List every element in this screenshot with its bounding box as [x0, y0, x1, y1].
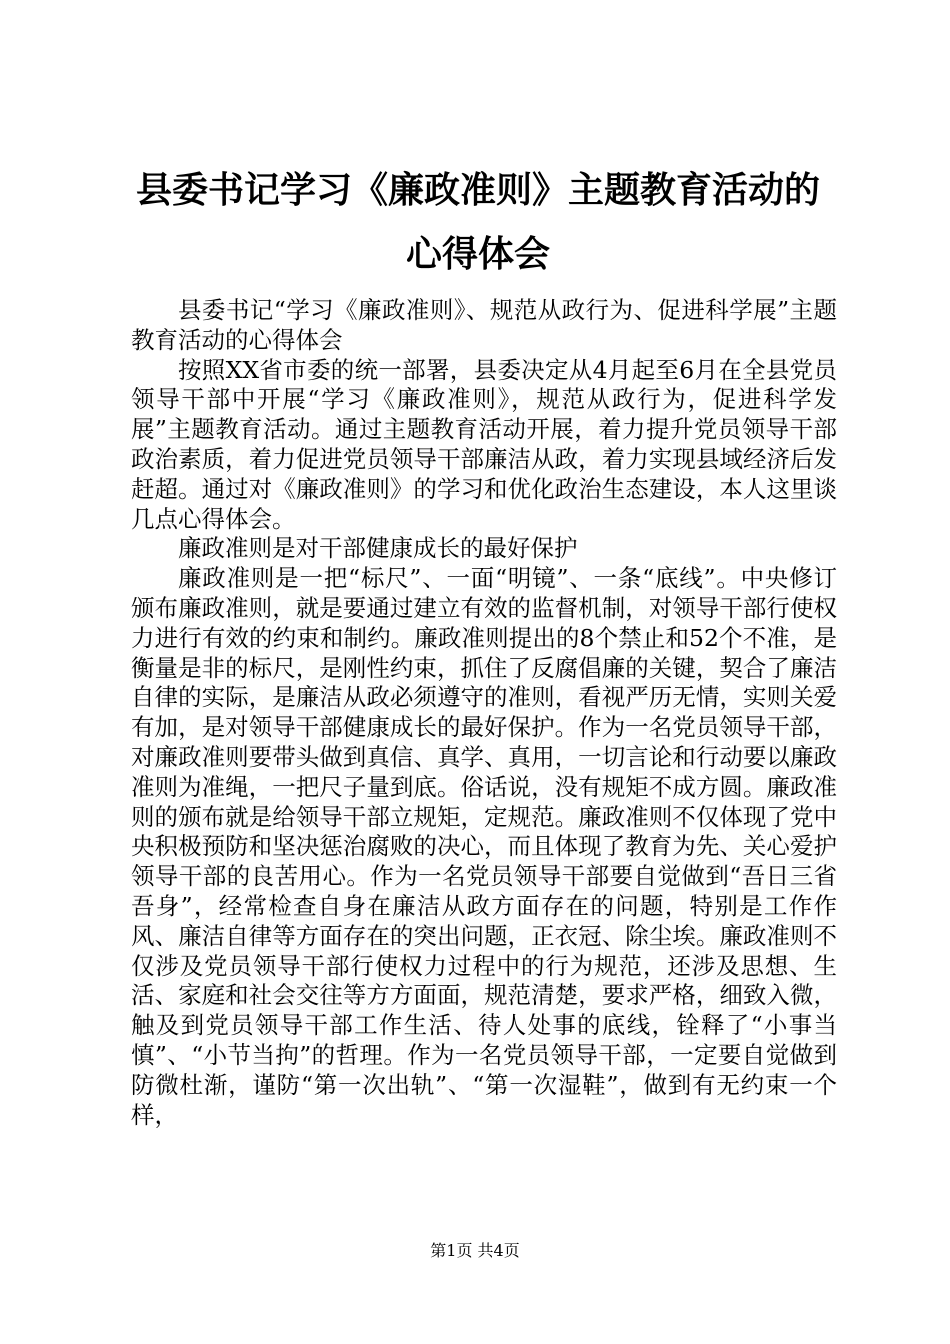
section-heading: 廉政准则是对干部健康成长的最好保护	[178, 534, 578, 563]
paragraph-heading-line: 县委书记“学习《廉政准则》、规范从政行为、促进科学展”主题教育活动的心得体会	[131, 296, 837, 354]
document-body	[131, 296, 837, 1130]
paragraph-intro: 按照XX省市委的统一部署，县委决定从4月起至6月在全县党员领导干部中开展“学习《廉政准则》，规范从政行为，促进科学发展”主题教育活动。通过主题教育活动开展，着力提升党员领导干部政治素质，着力促进党员领导干部廉洁从政，着力实现县域经济后发赶超。通过对《廉政准则》的学习和优化政治生态建设，本人这里谈几点心得体会。	[131, 355, 837, 533]
page-footer: 第1页 共4页	[430, 1241, 520, 1260]
document-title: 县委书记学习《廉政准则》主题教育活动的心得体会	[135, 169, 820, 275]
paragraph-main: 廉政准则是一把“标尺”、一面“明镜”、一条“底线”。中央修订颁布廉政准则，就是要通过建立有效的监督机制，对领导干部行使权力进行有效的约束和制约。廉政准则提出的8个禁止和52个不准，是衡量是非的标尺，是刚性约束，抓住了反腐倡廉的关键，契合了廉洁自律的实际，是廉洁从政必须遵守的准则，看视严历无情，实则关爱有加，是对领导干部健康成长的最好保护。作为一名党员领导干部，对廉政准则要带头做到真信、真学、真用，一切言论和行动要以廉政准则为准绳，一把尺子量到底。俗话说，没有规矩不成方圆。廉政准则的颁布就是给领导干部立规矩，定规范。廉政准则不仅体现了党中央积极预防和坚决惩治腐败的决心，而且体现了教育为先、关心爱护领导干部的良苦用心。作为一名党员领导干部要自觉做到“吾日三省吾身”，经常检查自身在廉洁从政方面存在的问题，特别是工作作风、廉洁自律等方面存在的突出问题，正衣冠、除尘埃。廉政准则不仅涉及党员领导干部行使权力过程中的行为规范，还涉及思想、生活、家庭和社会交往等方方面面，规范清楚，要求严格，细致入微，触及到党员领导干部工作生活、待人处事的底线，铨释了“小事当慎”、“小节当拘”的哲理。作为一名党员领导干部，一定要自觉做到防微杜渐，谨防“第一次出轨”、“第一次湿鞋”，做到有无约束一个样，	[131, 564, 837, 1129]
